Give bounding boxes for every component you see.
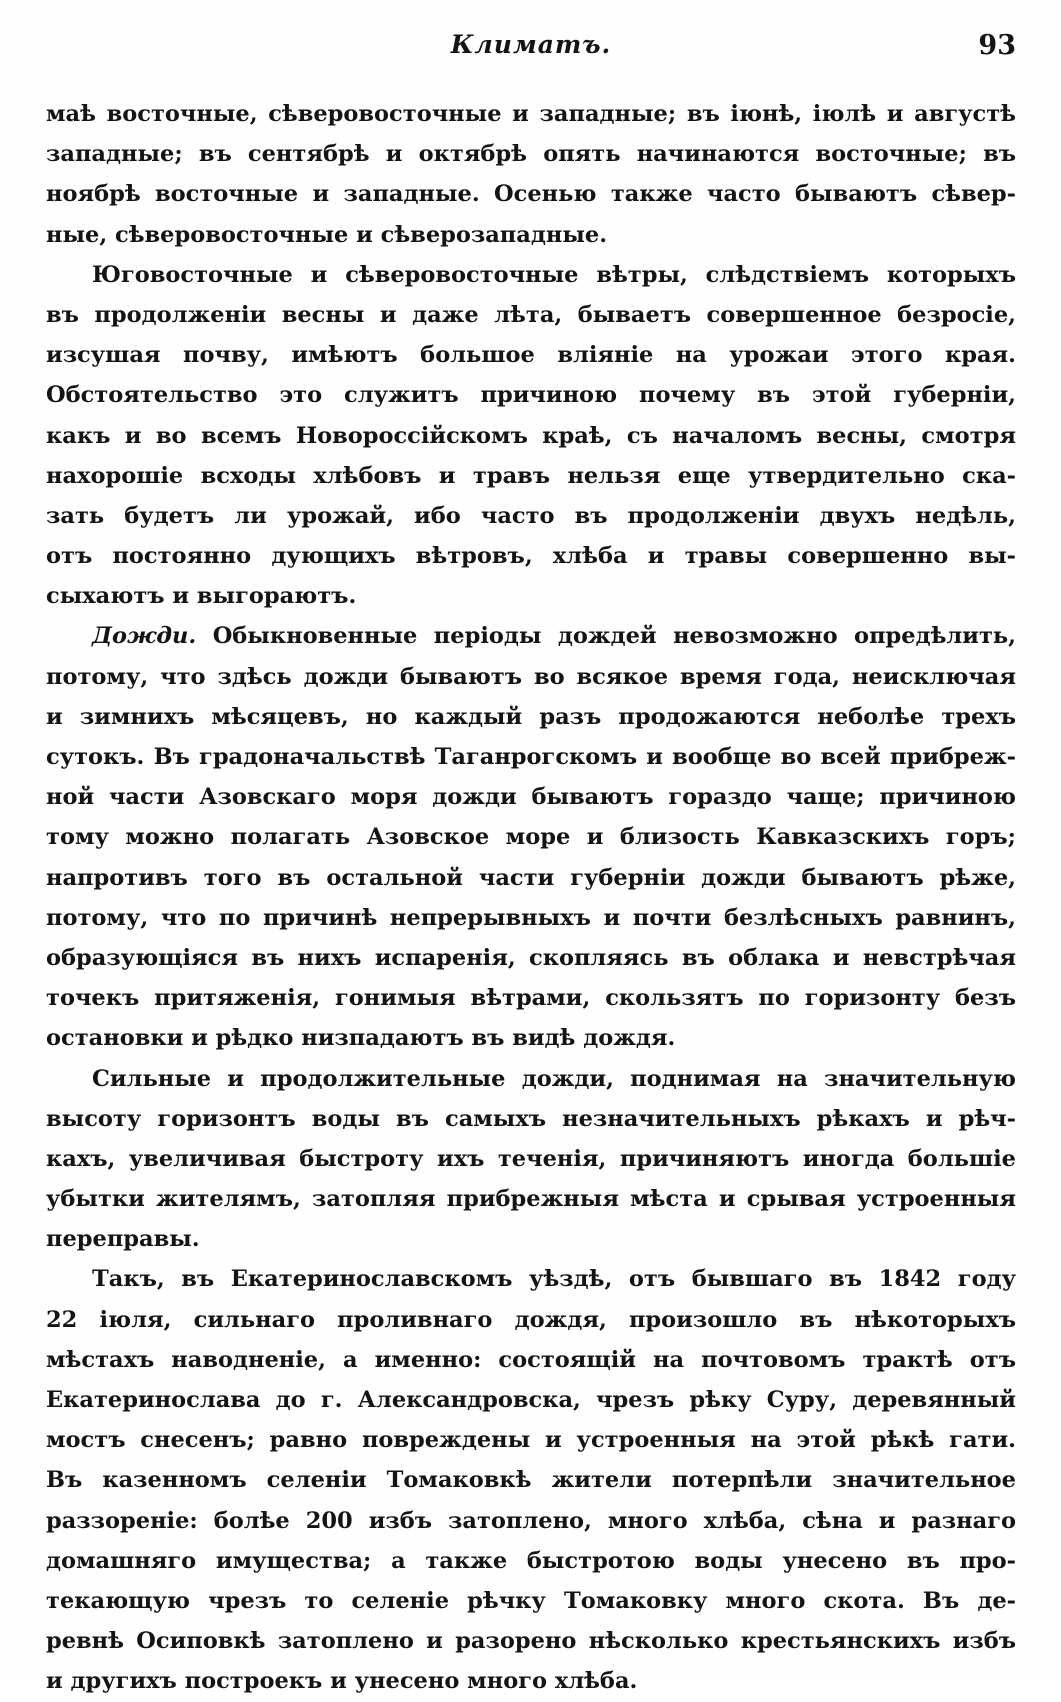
text-line: маѣ восточные, сѣверовосточные и западные; въ іюнѣ, іюлѣ и августѣ [46, 101, 1016, 127]
text-run: Обыкновенные періоды дождей невозможно опредѣлить, [196, 623, 1016, 650]
text-line: образующіяся въ нихъ испаренія, скопляясь въ облака и невстрѣчая [46, 944, 1016, 971]
text-line: Сильные и продолжительные дожди, поднимая на значительную [92, 1065, 1016, 1092]
text-line: въ продолженіи весны и даже лѣта, бываетъ совершенное безросіе, [46, 301, 1016, 328]
text-line: 22 іюля, сильнаго проливнаго дождя, произошло въ нѣкоторыхъ [46, 1306, 1016, 1333]
text-line: сутокъ. Въ градоначальствѣ Таганрогскомъ и вообще во всей прибреж- [46, 744, 1016, 770]
paragraph [46, 1059, 1016, 1260]
text-line: напротивъ того въ остальной части губерніи дожди бываютъ рѣже, [46, 864, 1016, 891]
text-line: ноябрѣ восточные и западные. Осенью также часто бываютъ сѣвер- [46, 181, 1016, 208]
text-line: Такъ, въ Екатеринославскомъ уѣздѣ, отъ бывшаго въ 1842 году [92, 1266, 1016, 1293]
text-line: Юговосточные и сѣверовосточные вѣтры, слѣдствіемъ которыхъ [92, 261, 1016, 288]
paragraph [46, 616, 1016, 1058]
body-text [46, 94, 1016, 1702]
paragraph [46, 1259, 1016, 1701]
text-line: ревнѣ Осиповкѣ затоплено и разорено нѣсколько крестьянскихъ избъ [46, 1628, 1016, 1655]
text-line: ные, сѣверовосточные и сѣверозападные. [46, 221, 608, 248]
text-line: кахъ, увеличивая быстроту ихъ теченія, причиняютъ иногда большіе [46, 1145, 1016, 1172]
running-header [46, 30, 1016, 70]
text-line: Обстоятельство это служитъ причиною почему въ этой губерніи, [46, 382, 1016, 409]
text-line: отъ постоянно дующихъ вѣтровъ, хлѣба и травы совершенно вы- [46, 543, 1016, 570]
text-line: точекъ притяженія, гонимыя вѣтрами, скользятъ по горизонту безъ [46, 985, 1016, 1012]
text-line [46, 616, 1016, 656]
text-line: и зимнихъ мѣсяцевъ, но каждый разъ продожаются неболѣе трехъ [46, 703, 1016, 730]
text-line: потому, что здѣсь дожди бываютъ во всякое время года, неисключая [46, 663, 1016, 690]
text-line: ной части Азовскаго моря дожди бываютъ гораздо чаще; причиною [46, 784, 1016, 811]
text-line: мостъ снесенъ; равно повреждены и устроенныя на этой рѣкѣ гати. [46, 1427, 1016, 1454]
paragraph [46, 255, 1016, 617]
text-line: остановки и рѣдко низпадаютъ въ видѣ дождя. [46, 1025, 676, 1052]
text-line: Екатеринослава до г. Александровска, чрезъ рѣку Суру, деревянный [46, 1387, 1016, 1413]
italic-lead-word: Дожди. [92, 623, 197, 650]
text-line: какъ и во всемъ Новороссійскомъ краѣ, съ началомъ весны, смотря [46, 422, 1016, 449]
text-line: зать будетъ ли урожай, ибо часто въ продолженіи двухъ недѣль, [46, 502, 1016, 529]
text-line: сыхаютъ и выгораютъ. [46, 583, 357, 610]
paragraph [46, 94, 1016, 255]
text-line: нахорошіе всходы хлѣбовъ и травъ нельзя еще утвердительно ска- [46, 462, 1016, 489]
text-line: и другихъ построекъ и унесено много хлѣба. [46, 1668, 638, 1695]
text-line: мѣстахъ наводненіе, а именно: состоящій на почтовомъ трактѣ отъ [46, 1346, 1016, 1373]
text-line: изсушая почву, имѣютъ большое вліяніе на урожаи этого края. [46, 342, 1016, 369]
text-line: переправы. [46, 1226, 200, 1253]
page-number: 93 [978, 30, 1016, 61]
running-title: Климатъ. [450, 30, 612, 59]
text-line: высоту горизонтъ воды въ самыхъ незначительныхъ рѣкахъ и рѣч- [46, 1105, 1016, 1132]
text-line: текающую чрезъ то селеніе рѣчку Томаковку много скота. Въ де- [46, 1587, 1016, 1614]
text-line: убытки жителямъ, затопляя прибрежныя мѣста и срывая устроенныя [46, 1186, 1016, 1213]
text-line: Въ казенномъ селеніи Томаковкѣ жители потерпѣли значительное [46, 1467, 1016, 1494]
text-line: раззореніе: болѣе 200 избъ затоплено, много хлѣба, сѣна и разнаго [46, 1507, 1016, 1534]
text-line: западные; въ сентябрѣ и октябрѣ опять начинаются восточные; въ [46, 141, 1016, 168]
text-line: домашняго имущества; а также быстротою воды унесено въ про- [46, 1547, 1016, 1574]
text-line: потому, что по причинѣ непрерывныхъ и почти безлѣсныхъ равнинъ, [46, 904, 1016, 931]
text-line: тому можно полагать Азовское море и близость Кавказскихъ горъ; [46, 824, 1016, 851]
